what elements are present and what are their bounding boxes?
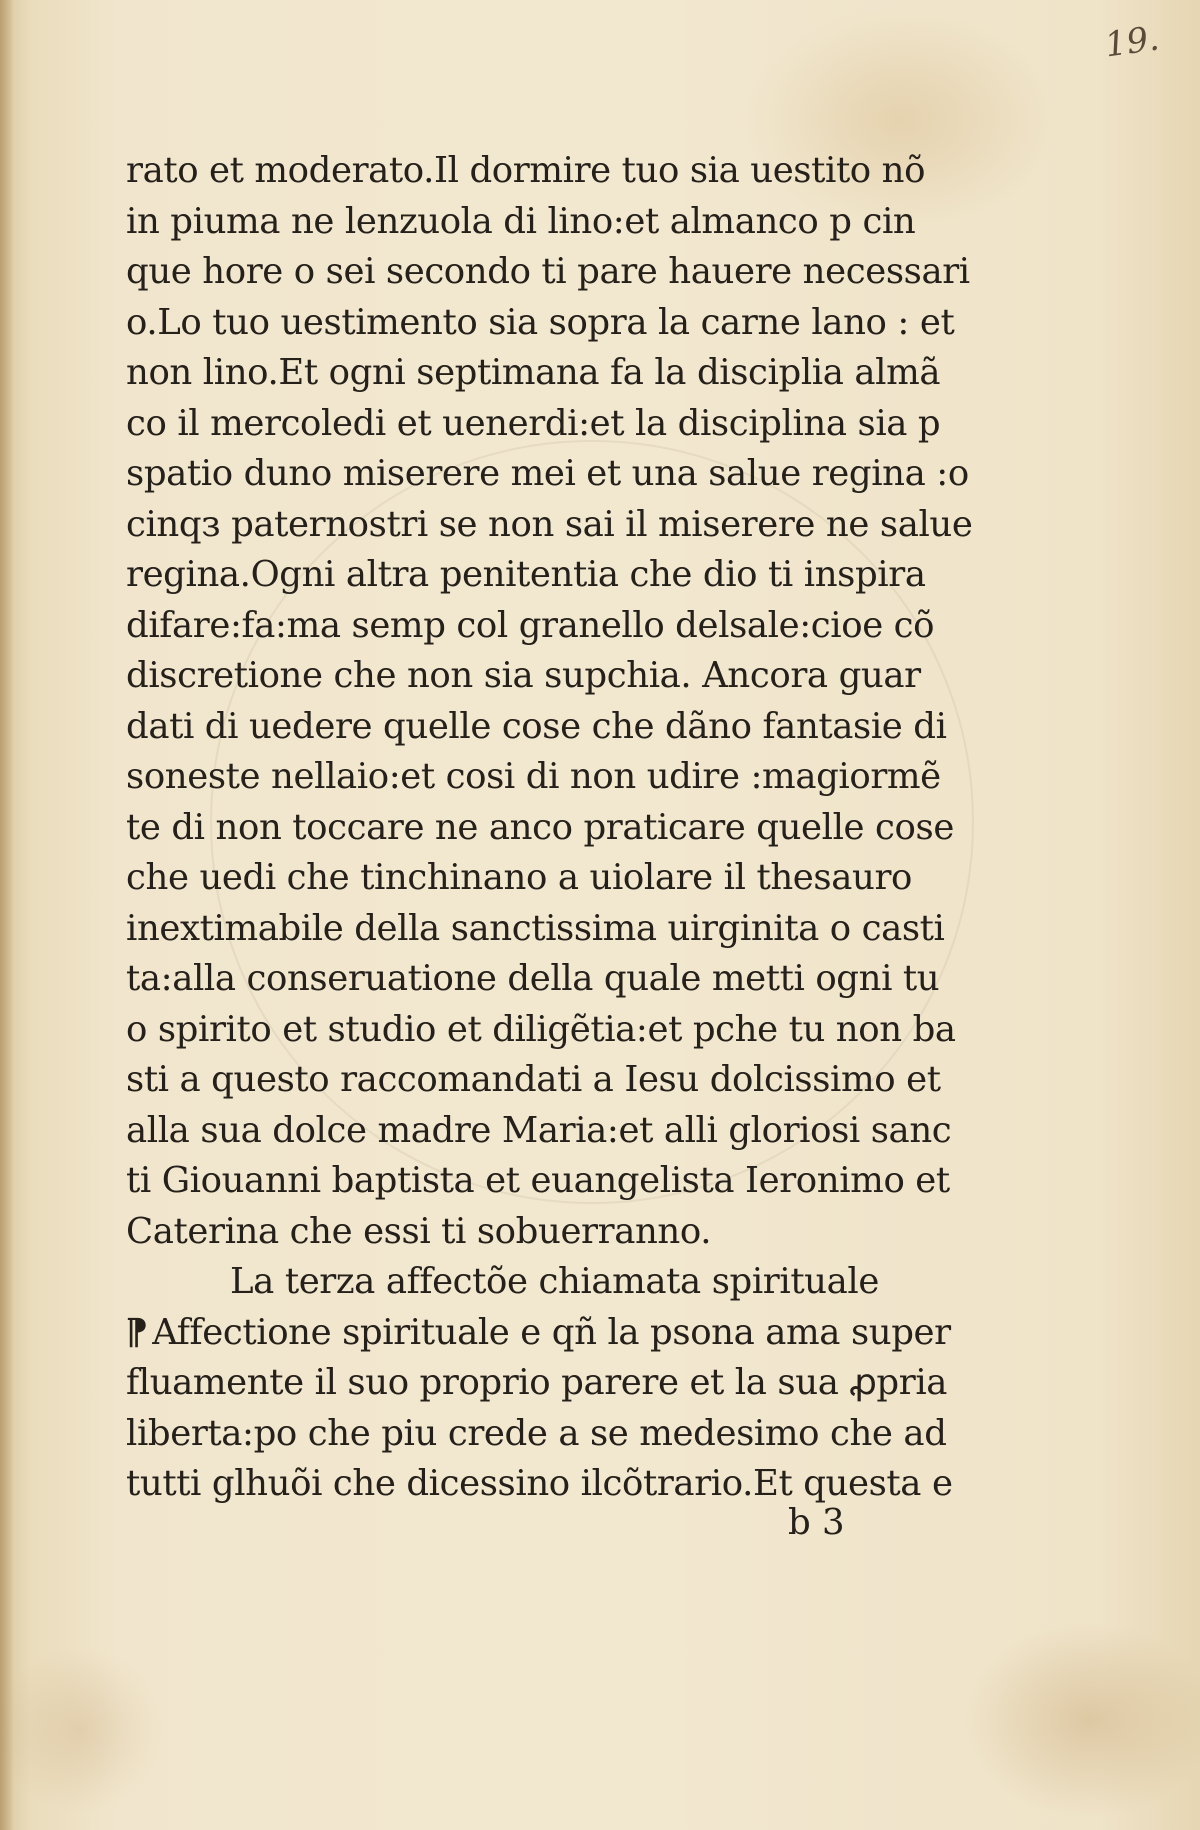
text-line: que hore o sei secondo ti pare hauere necessari bbox=[126, 251, 970, 292]
text-line: Affectione spirituale e qñ la psona ama super bbox=[152, 1311, 951, 1353]
pilcrow-icon: ¶ bbox=[126, 1311, 149, 1353]
text-line: alla sua dolce madre Maria:et alli gloriosi sanc bbox=[126, 1109, 952, 1151]
text-line: discretione che non sia supchia. Ancora guar bbox=[126, 655, 921, 696]
section-first-line bbox=[126, 1308, 1126, 1359]
text-line: co il mercoledi et uenerdi:et la disciplina sia p bbox=[126, 402, 941, 444]
text-line: o.Lo tuo uestimento sia sopra la carne lano : et bbox=[126, 301, 955, 343]
text-line: fluamente il suo proprio parere et la sua ꝓpria bbox=[126, 1362, 948, 1403]
text-line: o spirito et studio et diligẽtia:et pche tu non ba bbox=[126, 1008, 956, 1050]
text-block bbox=[126, 146, 1126, 1510]
text-line: regina.Ogni altra penitentia che dio ti inspira bbox=[126, 554, 926, 595]
text-line: in piuma ne lenzuola di lino:et almanco p cin bbox=[126, 200, 916, 242]
signature-mark: b 3 bbox=[788, 1502, 845, 1543]
text-line: non lino.Et ogni septimana fa la disciplia almã bbox=[126, 352, 941, 393]
text-line: te di non toccare ne anco praticare quelle cose bbox=[126, 806, 954, 848]
text-line: liberta:po che piu crede a se medesimo che ad bbox=[126, 1412, 947, 1454]
section-heading: La terza affectõe chiamata spirituale bbox=[230, 1261, 879, 1302]
text-line: rato et moderato.Il dormire tuo sia uestito nõ bbox=[126, 150, 926, 191]
text-line: ta:alla conseruatione della quale metti ogni tu bbox=[126, 958, 940, 999]
text-line: tutti glhuõi che dicessino ilcõtrario.Et questa e bbox=[126, 1463, 953, 1504]
page-edge-shadow bbox=[0, 0, 14, 1830]
text-line: sti a questo raccomandati a Iesu dolcissimo et bbox=[126, 1059, 941, 1100]
text-line: inextimabile della sanctissima uirginita o casti bbox=[126, 907, 945, 949]
text-line: che uedi che tinchinano a uiolare il thesauro bbox=[126, 857, 912, 898]
text-line: ti Giouanni baptista et euangelista Ieronimo et bbox=[126, 1160, 950, 1201]
folio-number: 19. bbox=[1102, 18, 1162, 66]
text-line: Caterina che essi ti sobuerranno. bbox=[126, 1210, 712, 1252]
text-line: soneste nellaio:et cosi di non udire :magiormẽ bbox=[126, 756, 941, 797]
text-line: difare:fa:ma semp col granello delsale:cioe cõ bbox=[126, 604, 935, 646]
text-line: cinqз paternostri se non sai il miserere ne salue bbox=[126, 503, 973, 545]
text-line: spatio duno miserere mei et una salue regina :o bbox=[126, 453, 969, 494]
text-line: dati di uedere quelle cose che dãno fantasie di bbox=[126, 705, 947, 747]
